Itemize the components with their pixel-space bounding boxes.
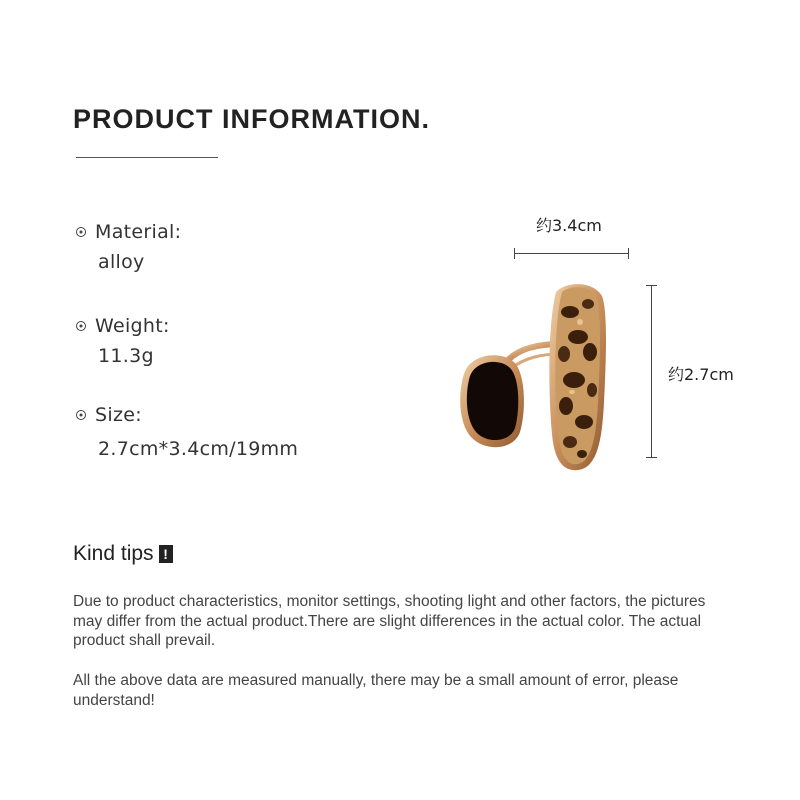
tips-paragraph-1: Due to product characteristics, monitor settings, shooting light and other factors, the pictures may differ from the actual product.There are slight differences in the actual color. The actual product shall prevail. bbox=[73, 593, 706, 649]
spec-value: 2.7cm*3.4cm/19mm bbox=[98, 438, 299, 460]
height-dimension-cap bbox=[646, 457, 657, 458]
spec-value: 11.3g bbox=[98, 345, 154, 367]
bullet-icon bbox=[76, 321, 86, 331]
product-ring-image bbox=[450, 282, 620, 472]
tips-paragraph-2: All the above data are measured manually, there may be a small amount of error, please understand! bbox=[73, 672, 679, 709]
exclamation-icon: ! bbox=[159, 545, 173, 563]
spec-label: Size: bbox=[95, 404, 142, 426]
width-dimension-label: 约3.4cm bbox=[536, 216, 602, 235]
spec-label: Weight: bbox=[95, 315, 170, 337]
kind-tips-heading bbox=[73, 542, 173, 566]
bullet-icon bbox=[76, 410, 86, 420]
spec-label: Material: bbox=[95, 221, 182, 243]
width-dimension-cap bbox=[628, 248, 629, 259]
page-title: PRODUCT INFORMATION. bbox=[73, 104, 430, 134]
height-dimension-cap bbox=[646, 285, 657, 286]
title-divider bbox=[76, 157, 218, 158]
kind-tips-title: Kind tips bbox=[73, 542, 154, 565]
spec-value: alloy bbox=[98, 251, 145, 273]
width-dimension-cap bbox=[514, 248, 515, 259]
height-dimension-label: 约2.7cm bbox=[668, 365, 734, 384]
spec-size bbox=[76, 404, 298, 460]
height-dimension-line bbox=[651, 286, 652, 457]
spec-material bbox=[76, 221, 181, 273]
bullet-icon bbox=[76, 227, 86, 237]
width-dimension-line bbox=[515, 253, 629, 254]
spec-weight bbox=[76, 315, 170, 367]
